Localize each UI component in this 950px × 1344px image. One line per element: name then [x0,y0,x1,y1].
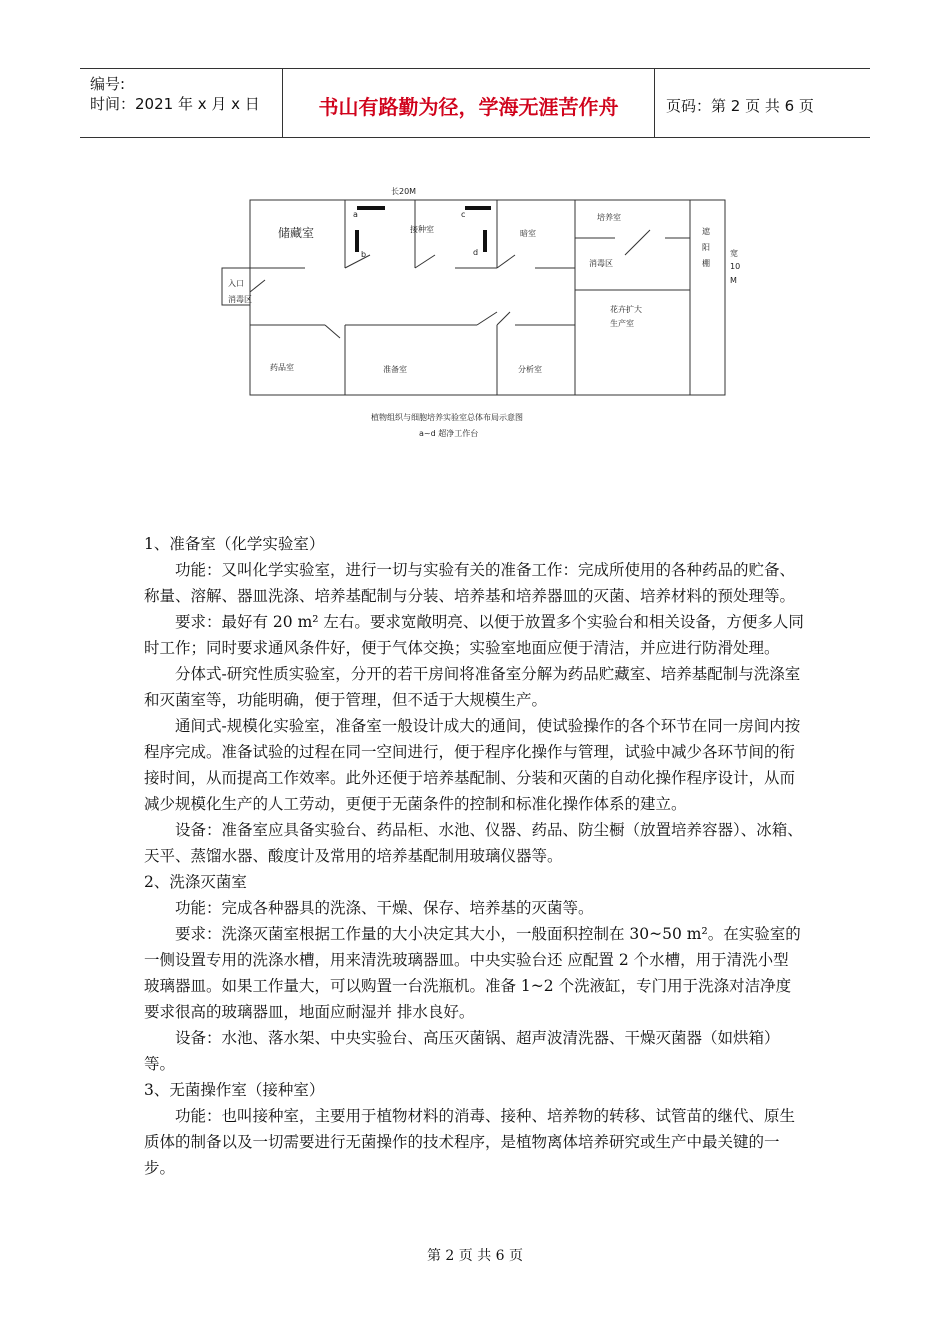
width-label-3: M [730,276,737,285]
time-label: 时间：2021 年 x 月 x 日 [90,95,260,113]
room-disinfect-right: 消毒区 [589,259,613,268]
length-label: 长20M [391,187,417,196]
paragraph: 要求：洗涤灭菌室根据工作量的大小决定其大小，一般面积控制在 30~50 m²。在实验室的一侧设置专用的洗涤水槽，用来清洗玻璃器皿。中央实验台还 应配置 2 个水槽，用于清洗小型玻璃器皿。如果工作量大，可以购置一台洗瓶机。准备 1~2 个洗液缸，专门用于洗涤对洁净度要求很高的玻璃器皿，地面应耐湿并 排水良好。 [144,925,801,1021]
bench-b: b [361,250,367,259]
page-footer: 第 2 页 共 6 页 [426,1248,524,1264]
room-preparation: 准备室 [383,365,407,374]
section-heading: 1、准备室（化学实验室） [144,535,325,553]
diagram-subcaption: a~d 超净工作台 [419,429,479,438]
paragraph: 分体式-研究性质实验室，分开的若干房间将准备室分解为药品贮藏室、培养基配制与洗涤室和灭菌室等，功能明确，便于管理，但不适于大规模生产。 [144,665,801,709]
header-left-cell [80,69,283,137]
paragraph: 设备：准备室应具备实验台、药品柜、水池、仪器、药品、防尘橱（放置培养容器）、冰箱、天平、蒸馏水器、酸度计及常用的培养基配制用玻璃仪器等。 [144,821,803,865]
sunshade-3: 棚 [702,259,710,268]
section-heading: 3、无菌操作室（接种室） [144,1081,325,1099]
room-inoculation: 接种室 [410,225,434,234]
width-label-1: 宽 [730,249,738,258]
room-disinfect-left: 消毒区 [228,295,252,304]
room-culture: 培养室 [597,213,621,222]
paragraph: 功能：完成各种器具的洗涤、干燥、保存、培养基的灭菌等。 [175,899,594,917]
motto: 书山有路勤为径，学海无涯苦作舟 [283,69,655,137]
paragraph: 功能：也叫接种室，主要用于植物材料的消毒、接种、培养物的转移、试管苗的继代、原生质体的制备以及一切需要进行无菌操作的技术程序，是植物离体培养研究或生产中最关键的一步。 [144,1107,796,1177]
paragraph: 功能：又叫化学实验室，进行一切与实验有关的准备工作：完成所使用的各种药品的贮备、称量、溶解、器皿洗涤、培养基配制与分装、培养基和培养器皿的灭菌、培养材料的预处理等。 [144,561,796,605]
paragraph: 通间式-规模化实验室，准备室一般设计成大的通间，使试验操作的各个环节在同一房间内按程序完成。准备试验的过程在同一空间进行，便于程序化操作与管理，试验中减少各环节间的衔接时间，从而提高工作效率。此外还便于培养基配制、分装和灭菌的自动化操作程序设计，从而减少规模化生产的人工劳动，更便于无菌条件的控制和标准化操作体系的建立。 [144,717,801,813]
bench-c: c [461,210,466,219]
bench-d: d [473,248,479,257]
section-heading: 2、洗涤灭菌室 [144,873,247,891]
sunshade-2: 阳 [702,243,710,252]
page-header [80,68,870,138]
floor-plan-lines [215,180,755,450]
room-storage: 储藏室 [278,226,315,240]
room-expansion-1: 花卉扩大 [610,305,642,314]
paragraph: 要求：最好有 20 m² 左右。要求宽敞明亮、以便于放置多个实验台和相关设备，方便多人同时工作；同时要求通风条件好，便于气体交换；实验室地面应便于清洁，并应进行防滑处理。 [144,613,804,657]
room-analysis: 分析室 [518,365,542,374]
body-text [144,531,804,1181]
width-label-2: 10 [730,262,741,271]
page-info: 页码：第 2 页 共 6 页 [666,96,814,115]
sunshade-1: 遮 [702,227,710,236]
room-expansion-2: 生产室 [610,319,634,328]
paragraph: 设备：水池、落水架、中央实验台、高压灭菌锅、超声波清洗器、干燥灭菌器（如烘箱）等。 [144,1029,780,1073]
entrance-label: 入口 [228,279,244,288]
diagram-caption: 植物组织与细胞培养实验室总体布局示意图 [371,413,523,422]
floor-plan-diagram [215,180,755,450]
number-label: 编号: [90,75,126,93]
room-reagent: 药品室 [270,363,294,372]
room-dark: 暗室 [520,229,536,238]
bench-a: a [353,210,358,219]
